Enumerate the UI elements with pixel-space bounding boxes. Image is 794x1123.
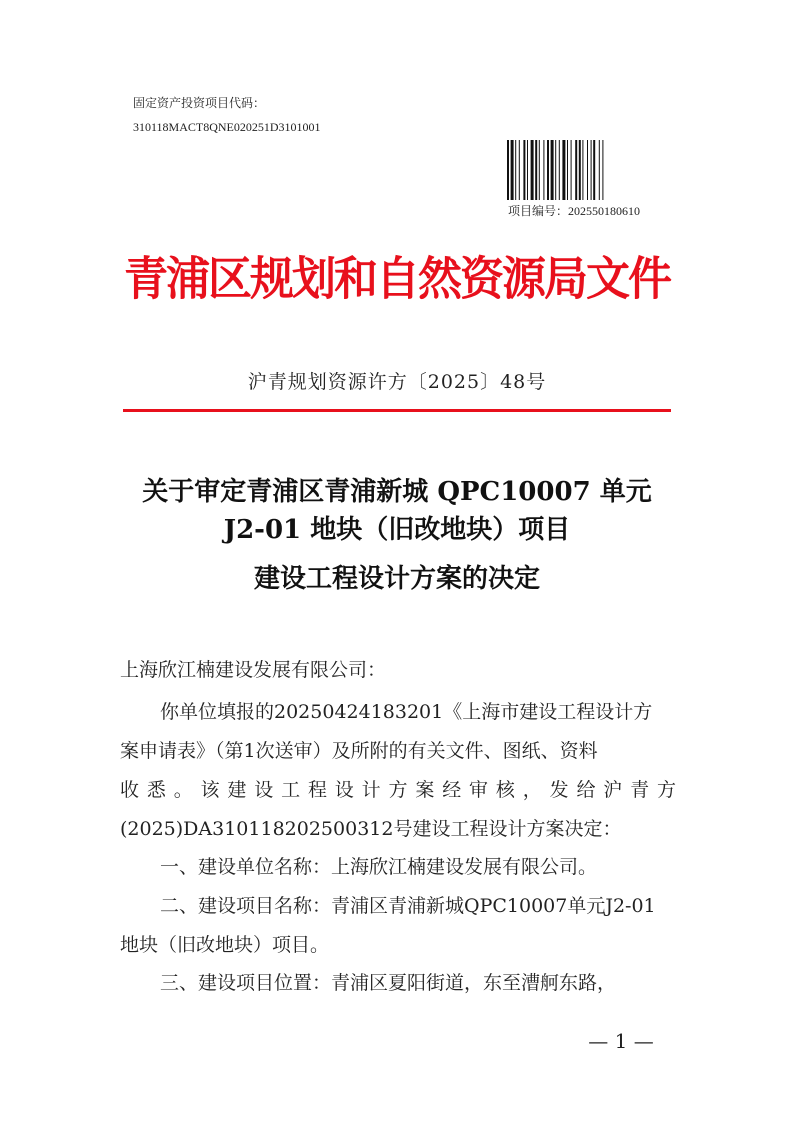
body-line: 你单位填报的20250424183201《上海市建设工程设计方 bbox=[160, 701, 653, 723]
body-line: 三、建设项目位置：青浦区夏阳街道，东至漕舸东路， bbox=[160, 972, 617, 994]
body-line: (2025)DA310118202500312号建设工程设计方案决定： bbox=[120, 818, 622, 840]
investment-code-value: 310118MACT8QNE020251D3101001 bbox=[133, 120, 321, 134]
page-number: — 1 — bbox=[588, 1029, 654, 1053]
recipient: 上海欣江楠建设发展有限公司： bbox=[120, 659, 387, 681]
body-line: 二、建设项目名称：青浦区青浦新城QPC10007单元J2-01 bbox=[160, 895, 656, 917]
body-line: 地块（旧改地块）项目。 bbox=[120, 934, 330, 956]
body-line: 收悉。该建设工程设计方案经审核，发给沪青方 bbox=[120, 779, 676, 801]
document-title-line-2: J2-01 地块（旧改地块）项目 bbox=[223, 515, 571, 545]
project-number: 项目编号：202550180610 bbox=[508, 204, 641, 218]
document-title-line-3: 建设工程设计方案的决定 bbox=[253, 564, 540, 594]
investment-code-label: 固定资产投资项目代码： bbox=[133, 96, 266, 110]
body-line: 案申请表》（第1次送审）及所附的有关文件、图纸、资料 bbox=[120, 740, 598, 762]
barcode-icon bbox=[507, 140, 661, 200]
document-title-line-1: 关于审定青浦区青浦新城 QPC10007 单元 bbox=[142, 477, 652, 507]
red-divider bbox=[123, 409, 671, 412]
masthead-title: 青浦区规划和自然资源局文件 bbox=[124, 252, 670, 307]
body-line: 一、建设单位名称：上海欣江楠建设发展有限公司。 bbox=[160, 856, 598, 878]
document-number: 沪青规划资源许方〔2025〕48号 bbox=[247, 371, 547, 393]
